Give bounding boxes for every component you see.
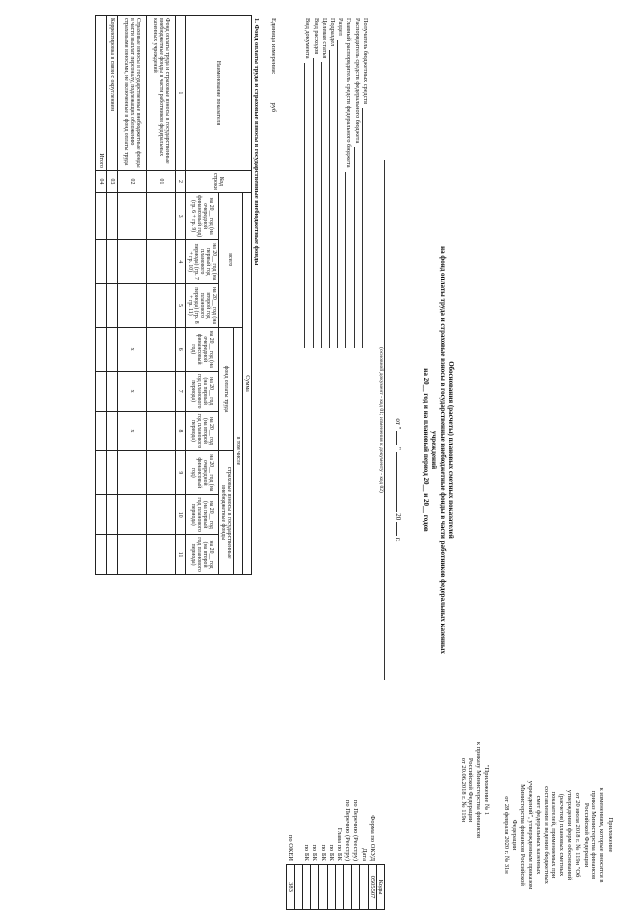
requisite-row: [329, 18, 337, 348]
table-cell[interactable]: [107, 240, 118, 284]
requisite-input-line[interactable]: [345, 172, 353, 348]
table-cell[interactable]: [147, 327, 176, 371]
column-number: 10: [176, 495, 186, 535]
date-mid: ": [394, 446, 402, 450]
appendix-line: к приказу Министерства финансов Российской Федерации: [467, 741, 483, 839]
doc-type-note: [377, 160, 395, 680]
table-cell[interactable]: [107, 495, 118, 535]
approval-line: Приложение: [607, 817, 614, 853]
codes-value[interactable]: [311, 865, 319, 910]
codes-value[interactable]: [327, 865, 335, 910]
codes-row: [327, 780, 335, 910]
codes-label: по ОКЕИ: [286, 834, 294, 861]
codes-value[interactable]: 0505507: [368, 865, 376, 910]
requisite-row: [337, 18, 345, 348]
year-header: на 20__ год (на очередной финансовый год): [186, 451, 219, 495]
codes-label: Форма по ОКУД: [368, 815, 376, 861]
requisite-label: Распорядитель средств федерального бюджета: [353, 18, 361, 144]
requisite-input-line[interactable]: [337, 40, 345, 348]
requisite-row: [305, 18, 313, 348]
table-cell[interactable]: [147, 192, 176, 240]
table-row: [147, 16, 176, 575]
codes-row: [344, 780, 352, 910]
approval-line: от 20 июля 2018 г. № 119н "Об утверждении форм обоснований (расчетов) плановых сметных показателей, применяемых при составлении и ведении бюджетных смет федеральных казенных учреждений", утвержденным приказом Министерства финансов Российской Федерации: [511, 780, 581, 890]
requisites-block: [305, 18, 371, 348]
requisite-input-line[interactable]: [329, 50, 337, 348]
table-cell[interactable]: [96, 327, 107, 371]
codes-spacer: [376, 780, 384, 865]
table-row: [107, 16, 118, 575]
year-header: на 20__ год (на первый год планового периода): [186, 371, 219, 411]
table-cell[interactable]: [107, 535, 118, 575]
row-name: Страховые взносы в государственные внебюджетные фонды в части выплат персоналу, подлежащих обложению страховыми взносами, не включенные в фонд оплаты труда: [118, 16, 147, 171]
codes-value[interactable]: [294, 865, 302, 910]
column-number: 11: [176, 535, 186, 575]
col-total-header: всего: [219, 192, 243, 327]
codes-label: Дата: [360, 848, 368, 861]
year-header: на 20__ год (на очередной финансовый год) (гр. 6 + гр. 9): [186, 192, 219, 240]
document-title: [421, 230, 455, 670]
column-number: 4: [176, 240, 186, 284]
codes-row: [286, 780, 294, 910]
requisite-label: Раздел: [337, 18, 345, 36]
codes-row: [335, 780, 343, 910]
table-cell[interactable]: x: [118, 371, 147, 411]
codes-row: [294, 780, 302, 910]
codes-value[interactable]: [352, 865, 360, 910]
table-cell[interactable]: [107, 371, 118, 411]
approval-line: от 28 февраля 2020 г. № 31н: [502, 796, 510, 874]
row-code: 03: [107, 171, 118, 193]
requisite-label: Вид расходов: [312, 18, 320, 55]
row-code: 02: [118, 171, 147, 193]
title-line: Обоснования (расчеты) плановых сметных показателей: [447, 361, 455, 539]
title-line: на 20__ год и на плановый период 20__ и 20__ годов: [421, 368, 430, 532]
codes-label: по БК: [303, 844, 311, 861]
codes-label: по Перечню (Реестру): [352, 799, 360, 861]
column-number: 2: [176, 171, 186, 193]
table-cell[interactable]: [107, 411, 118, 451]
column-number: 5: [176, 284, 186, 328]
codes-value[interactable]: [360, 865, 368, 910]
requisite-row: [321, 18, 329, 348]
requisite-label: Главный распорядитель средств федерального бюджета: [345, 18, 353, 168]
table-cell[interactable]: [118, 535, 147, 575]
column-number: 6: [176, 327, 186, 371]
table-cell[interactable]: [147, 284, 176, 328]
requisite-row: [362, 18, 370, 348]
codes-label: [294, 780, 302, 865]
appendix-block: [459, 735, 490, 845]
date-prefix: от ": [394, 418, 402, 430]
table-cell[interactable]: [107, 192, 118, 240]
year-header: на 20__ год (на очередной финансовый год): [186, 327, 219, 371]
codes-label: по БК: [327, 844, 335, 861]
table-cell[interactable]: [96, 411, 107, 451]
table-cell[interactable]: [118, 240, 147, 284]
year-header: на 20__ год (на первый год планового периода) (гр. 7 + гр. 10): [186, 240, 219, 284]
col-ins-header: страховые взносы в государственные внебюджетные фонды: [219, 451, 234, 575]
unit-label: Единица измерения:: [270, 18, 277, 75]
table-cell[interactable]: [118, 192, 147, 240]
codes-label: Глава по БК: [335, 827, 343, 861]
col-sum-header: Сумма: [243, 192, 252, 574]
table-cell[interactable]: [96, 284, 107, 328]
col-code-header: Код строки: [186, 171, 252, 193]
col-incl-header: в том числе: [234, 327, 243, 574]
table-cell[interactable]: [147, 495, 176, 535]
table-cell[interactable]: [118, 495, 147, 535]
year-header: на 20__ год (на второй год планового периода): [186, 535, 219, 575]
table-cell[interactable]: [96, 535, 107, 575]
requisite-row: [354, 18, 362, 348]
codes-label: по Перечню (Реестру): [344, 799, 352, 861]
column-number: 9: [176, 451, 186, 495]
appendix-line: от 20.06.2018 г. № 119н: [459, 757, 467, 823]
table-cell[interactable]: [147, 371, 176, 411]
requisite-label: Подраздел: [329, 18, 337, 47]
unit-line: [270, 18, 277, 112]
table-cell[interactable]: [96, 495, 107, 535]
table-row: [118, 16, 147, 575]
row-name: Фонд оплаты труда и страховые взносы в государственные внебюджетные фонды в части работников федеральных казенных учреждений: [147, 16, 176, 171]
column-number-row: [176, 16, 186, 575]
section-title: 1. Фонд оплаты труда и страховые взносы в государственные внебюджетные фонды: [253, 18, 260, 266]
table-row: [96, 16, 107, 575]
codes-header: Коды: [376, 865, 384, 910]
title-line: на фонд оплаты труда и страховые взносы в государственные внебюджетные фонды в части работников федеральных казенных учреждений: [430, 246, 447, 654]
main-body: [96, 16, 176, 575]
row-name: Корректировка в связи с округлением: [107, 16, 118, 171]
codes-row: [311, 780, 319, 910]
row-code: 04: [96, 171, 107, 193]
table-cell[interactable]: x: [118, 411, 147, 451]
appendix-line: "Приложение № 1: [483, 764, 490, 816]
row-name: Итого: [96, 16, 107, 171]
year-header: на 20__ год (на первый год планового периода): [186, 495, 219, 535]
codes-row: [352, 780, 360, 910]
requisite-input-line[interactable]: [354, 147, 362, 348]
table-cell[interactable]: [96, 192, 107, 240]
codes-value[interactable]: [335, 865, 343, 910]
codes-value[interactable]: [344, 865, 352, 910]
approval-line: к изменениям, которые вносятся в приказ Министерства финансов Российской Федерации: [582, 787, 606, 883]
column-number: 8: [176, 411, 186, 451]
requisite-input-line[interactable]: [362, 108, 370, 348]
requisite-label: Получатель бюджетных средств: [361, 18, 369, 105]
main-table: [95, 15, 252, 575]
col-name-header: Наименование показателя: [186, 16, 252, 171]
codes-row: [319, 780, 327, 910]
date-year: 20: [394, 513, 402, 521]
requisite-label: Вид документа: [304, 18, 312, 59]
table-cell[interactable]: [118, 284, 147, 328]
requisite-input-line[interactable]: [321, 62, 329, 348]
requisite-label: Целевая статья: [320, 18, 328, 59]
approval-block: [501, 780, 614, 890]
codes-table: [286, 780, 385, 910]
table-cell[interactable]: [147, 451, 176, 495]
date-suffix: г.: [394, 537, 402, 542]
requisite-row: [345, 18, 353, 348]
unit-value: руб: [270, 102, 277, 113]
doc-type-note-text: (основной документ - код 01; изменения к документу - код 02): [378, 347, 384, 493]
codes-row: [368, 780, 376, 910]
table-cell[interactable]: x: [118, 327, 147, 371]
column-number: 3: [176, 192, 186, 240]
table-cell[interactable]: [147, 240, 176, 284]
column-number: 7: [176, 371, 186, 411]
table-cell[interactable]: [147, 535, 176, 575]
table-cell[interactable]: [96, 371, 107, 411]
table-cell[interactable]: [118, 451, 147, 495]
year-header: на 20__ год (на второй год планового периода) (гр. 8 + гр. 11): [186, 284, 219, 328]
doc-type-rule: [384, 160, 385, 680]
codes-value[interactable]: 383: [286, 865, 294, 910]
codes-row: [303, 780, 311, 910]
requisite-input-line[interactable]: [305, 63, 313, 348]
year-header: на 20__ год (на второй год планового периода): [186, 411, 219, 451]
codes-label: по БК: [319, 844, 327, 861]
codes-row: [360, 780, 368, 910]
table-cell[interactable]: [107, 284, 118, 328]
table-cell[interactable]: [96, 451, 107, 495]
requisite-input-line[interactable]: [313, 58, 321, 348]
table-cell[interactable]: [96, 240, 107, 284]
table-cell[interactable]: [107, 327, 118, 371]
col-fot-header: фонд оплаты труда: [219, 327, 234, 451]
table-cell[interactable]: [107, 451, 118, 495]
row-code: 01: [147, 171, 176, 193]
codes-value[interactable]: [319, 865, 327, 910]
codes-value[interactable]: [303, 865, 311, 910]
requisite-row: [313, 18, 321, 348]
codes-body: [286, 780, 376, 910]
table-cell[interactable]: [147, 411, 176, 451]
column-number: 1: [176, 16, 186, 171]
codes-label: по БК: [311, 844, 319, 861]
